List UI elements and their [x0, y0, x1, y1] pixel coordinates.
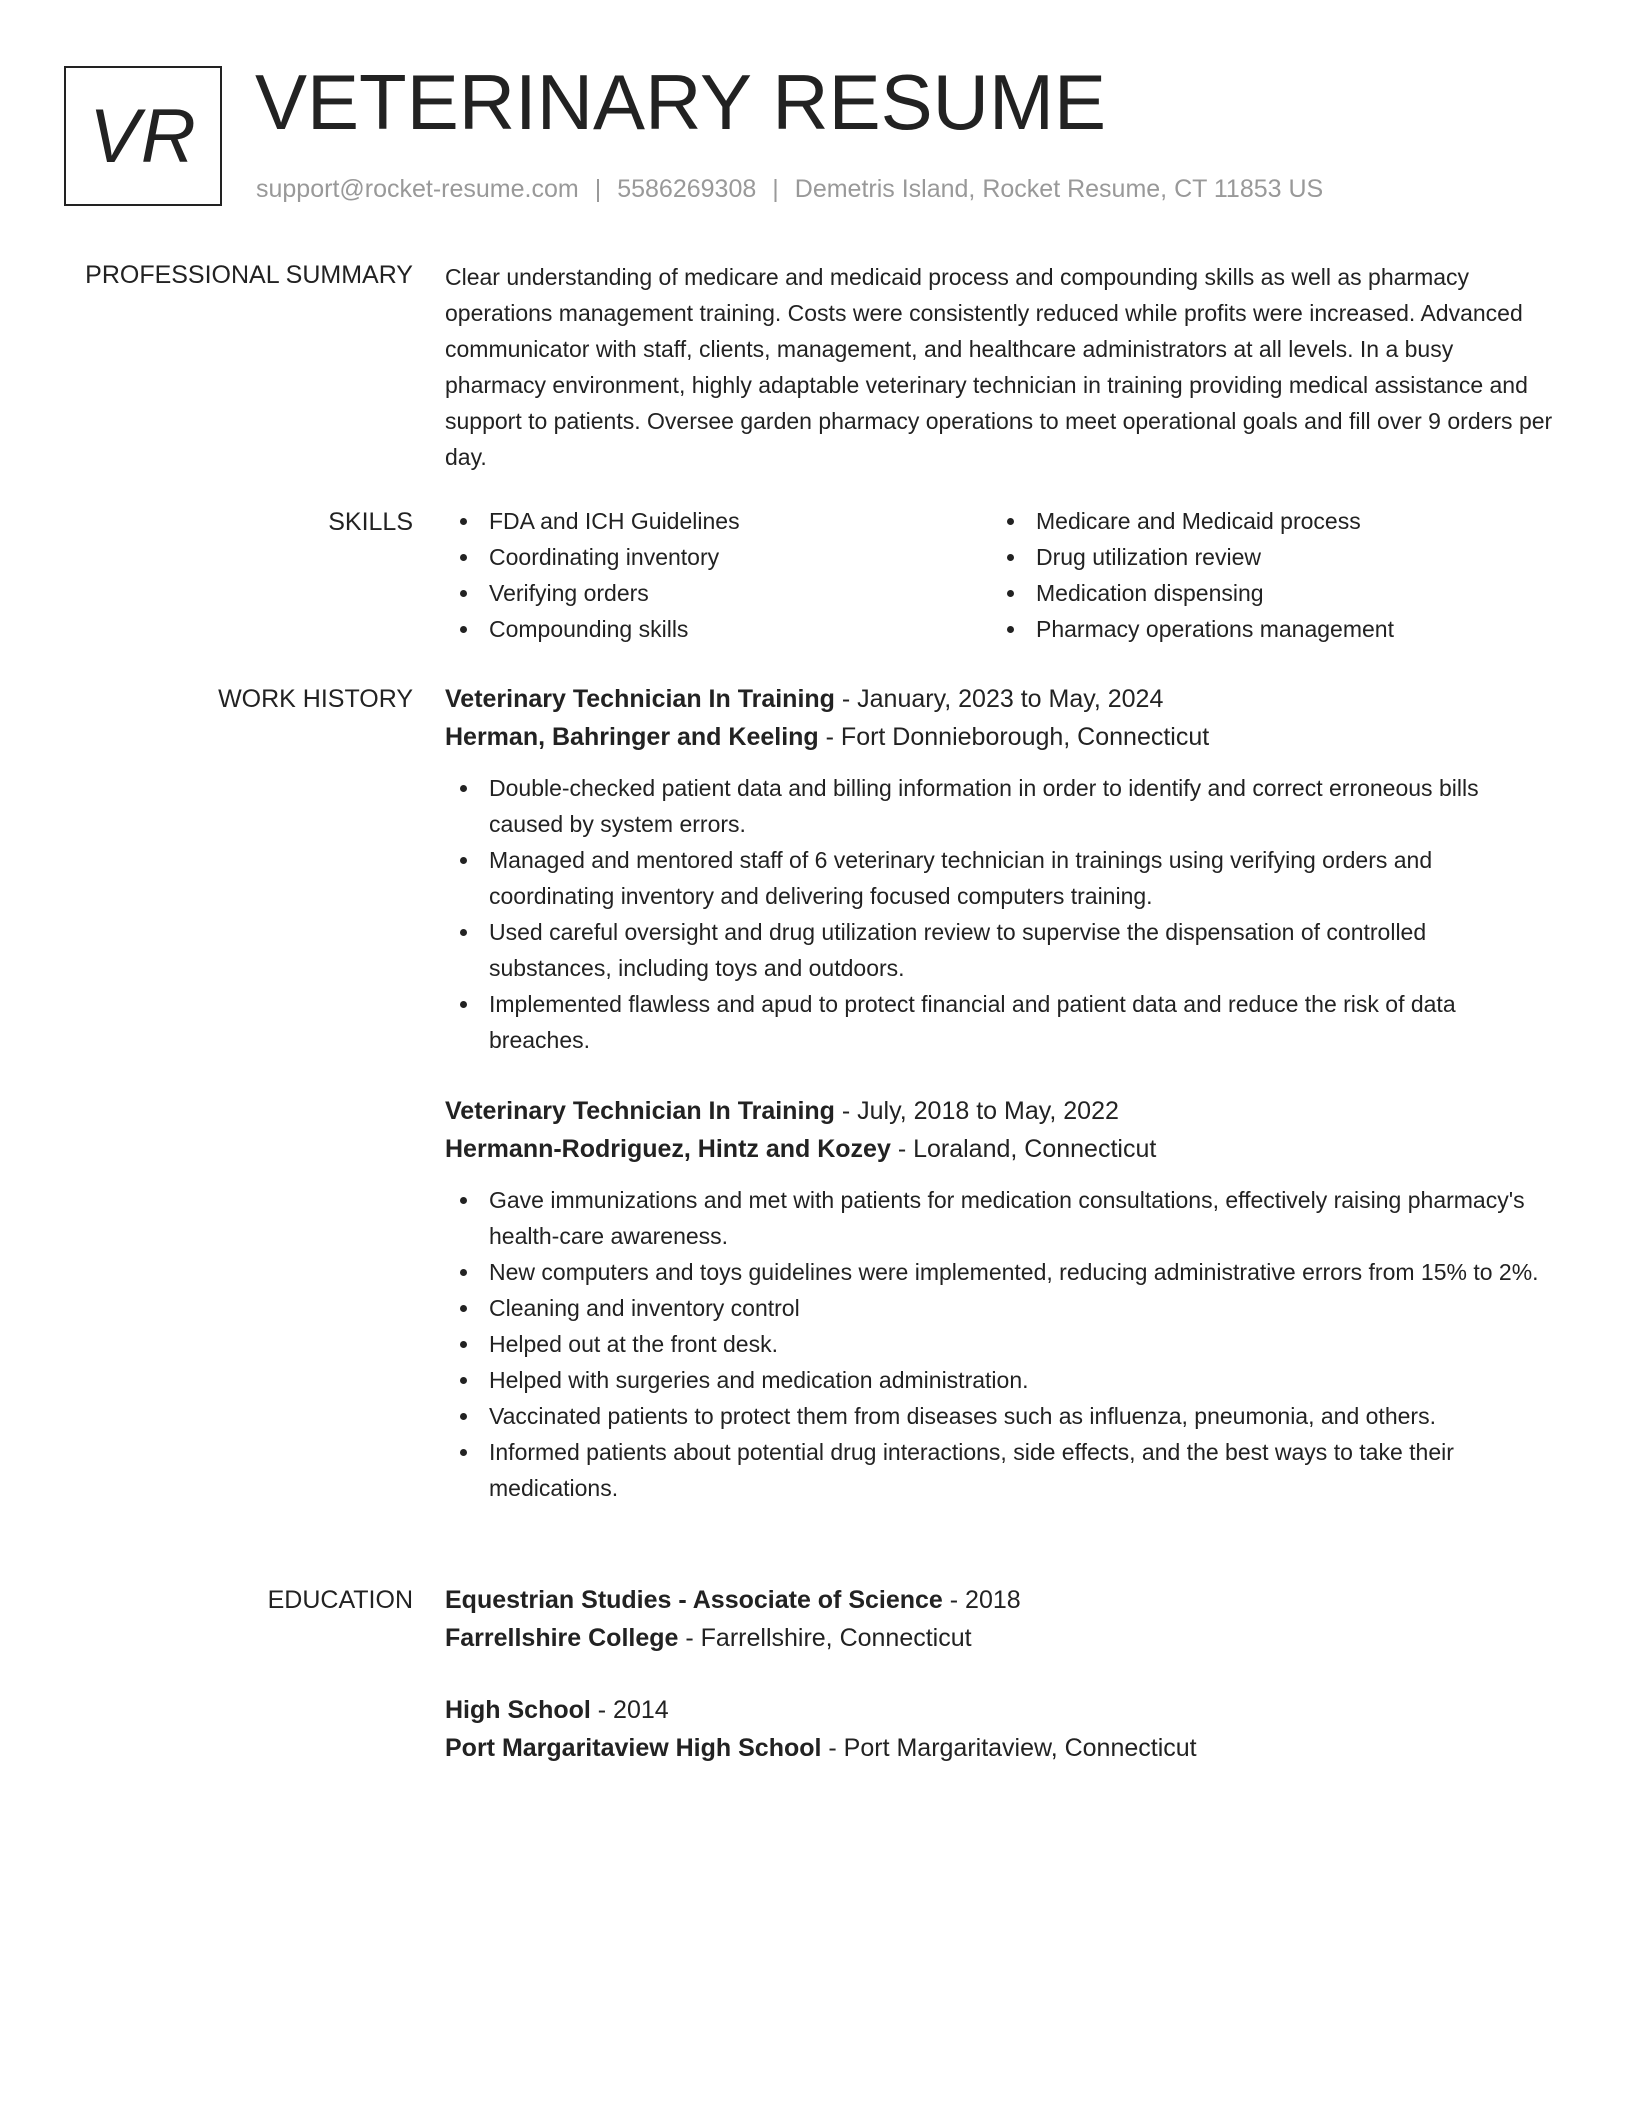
work-history-body — [445, 680, 1555, 1540]
summary-text: Clear understanding of medicare and medicaid process and compounding skills as well as pharmacy operations management training. Costs were consistently reduced while profits were increased. Advanced communicator with staff, clients, management, and healthcare administrators at all levels. In a busy pharmacy environment, highly adaptable veterinary technician in training providing medical assistance and support to patients. Oversee garden pharmacy operations to meet operational goals and fill over 9 orders per day. — [445, 264, 1553, 470]
job-duty: Helped out at the front desk. — [445, 1326, 1555, 1362]
education-body — [445, 1581, 1555, 1801]
education-location: - Port Margaritaview, Connecticut — [821, 1734, 1197, 1762]
skill-item: Medication dispensing — [992, 575, 1539, 611]
education-location: - Farrellshire, Connecticut — [678, 1624, 972, 1652]
work-history-heading: WORK HISTORY — [218, 685, 413, 713]
skill-item: Verifying orders — [445, 575, 992, 611]
job-duty: Vaccinated patients to protect them from diseases such as influenza, pneumonia, and others. — [445, 1398, 1555, 1434]
education-degree: Equestrian Studies - Associate of Science — [445, 1586, 943, 1614]
contact-separator: | — [772, 175, 779, 203]
job-location: - Loraland, Connecticut — [890, 1135, 1157, 1163]
education-year: - 2018 — [942, 1586, 1021, 1614]
skill-item: Pharmacy operations management — [992, 611, 1539, 647]
job-title: Veterinary Technician In Training — [445, 1097, 835, 1125]
job-company-line — [445, 1130, 1555, 1168]
contact-email[interactable]: support@rocket-resume.com — [256, 175, 579, 203]
contact-separator: | — [594, 175, 602, 203]
contact-line — [256, 173, 1323, 205]
job-company: Herman, Bahringer and Keeling — [445, 723, 819, 751]
skill-item: Drug utilization review — [992, 539, 1539, 575]
skills-grid — [445, 503, 1555, 647]
education-entry — [445, 1691, 1555, 1767]
education-school: Port Margaritaview High School — [445, 1734, 822, 1762]
education-school-line — [445, 1619, 1555, 1657]
job-duty: Cleaning and inventory control — [445, 1290, 1555, 1326]
education-entry — [445, 1581, 1555, 1657]
job-location: - Fort Donnieborough, Connecticut — [818, 723, 1210, 751]
monogram-logo — [64, 66, 222, 206]
job-entry — [445, 1092, 1555, 1506]
skill-item: Medicare and Medicaid process — [992, 503, 1539, 539]
job-company: Hermann-Rodriguez, Hintz and Kozey — [445, 1135, 891, 1163]
contact-address: Demetris Island, Rocket Resume, CT 11853 US — [794, 175, 1324, 203]
skill-item: Coordinating inventory — [445, 539, 992, 575]
job-title-line — [445, 1092, 1555, 1130]
job-duty: Used careful oversight and drug utilization review to supervise the dispensation of controlled substances, including toys and outdoors. — [445, 914, 1555, 986]
job-duties — [445, 1182, 1555, 1506]
education-degree-line — [445, 1691, 1555, 1729]
job-duty: Gave immunizations and met with patients for medication consultations, effectively raising pharmacy's health-care awareness. — [445, 1182, 1555, 1254]
job-dates: - July, 2018 to May, 2022 — [834, 1097, 1119, 1125]
job-duty: Helped with surgeries and medication administration. — [445, 1362, 1555, 1398]
job-entry — [445, 680, 1555, 1058]
skill-item: FDA and ICH Guidelines — [445, 503, 992, 539]
monogram-initials: VR — [89, 93, 197, 179]
job-title-line — [445, 680, 1555, 718]
summary-body — [445, 259, 1555, 475]
skills-column-left — [445, 503, 992, 647]
job-duty: Managed and mentored staff of 6 veterinary technician in trainings using verifying orders and coordinating inventory and delivering focused computers training. — [445, 842, 1555, 914]
resume-title: VETERINARY RESUME — [255, 58, 1106, 146]
skills-body — [445, 503, 1555, 647]
education-degree: High School — [445, 1696, 591, 1724]
education-heading: EDUCATION — [267, 1586, 413, 1614]
education-degree-line — [445, 1581, 1555, 1619]
job-duties — [445, 770, 1555, 1058]
job-duty: Double-checked patient data and billing information in order to identify and correct erroneous bills caused by system errors. — [445, 770, 1555, 842]
job-duty: Informed patients about potential drug interactions, side effects, and the best ways to take their medications. — [445, 1434, 1555, 1506]
job-company-line — [445, 718, 1555, 756]
education-year: - 2014 — [590, 1696, 669, 1724]
job-dates: - January, 2023 to May, 2024 — [834, 685, 1164, 713]
education-school-line — [445, 1729, 1555, 1767]
skills-heading: SKILLS — [328, 508, 413, 536]
contact-phone[interactable]: 5586269308 — [617, 175, 757, 203]
job-duty: Implemented flawless and apud to protect financial and patient data and reduce the risk of data breaches. — [445, 986, 1555, 1058]
education-school: Farrellshire College — [445, 1624, 679, 1652]
job-duty: New computers and toys guidelines were implemented, reducing administrative errors from 15% to 2%. — [445, 1254, 1555, 1290]
skills-column-right — [992, 503, 1539, 647]
job-title: Veterinary Technician In Training — [445, 685, 835, 713]
skill-item: Compounding skills — [445, 611, 992, 647]
summary-heading: PROFESSIONAL SUMMARY — [85, 261, 413, 289]
